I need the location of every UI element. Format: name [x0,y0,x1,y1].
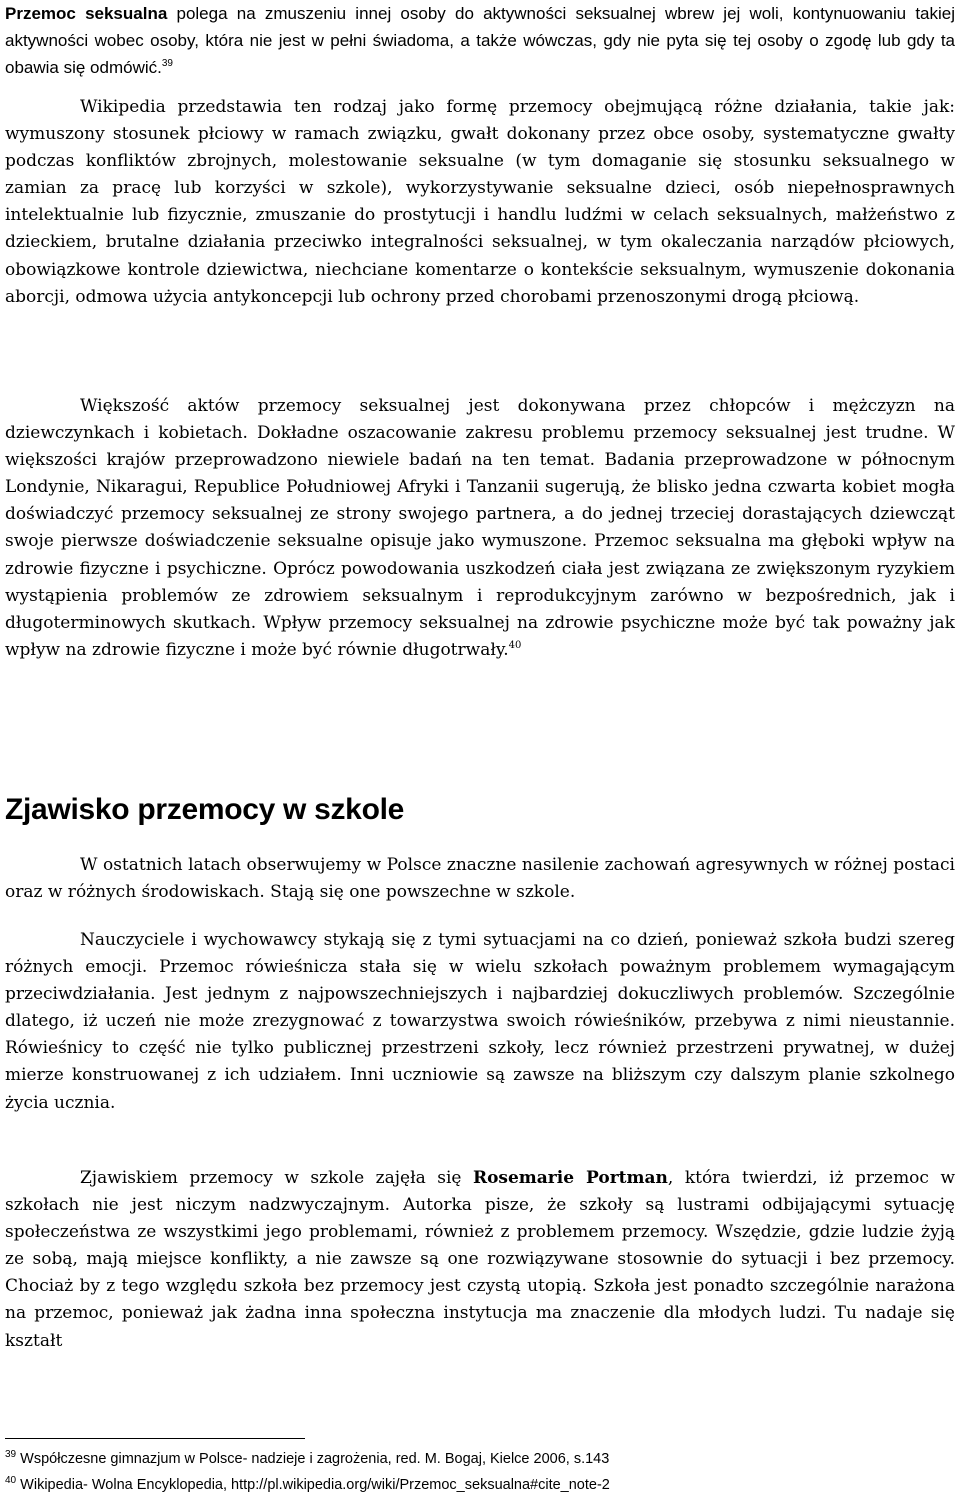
paragraph-statistics [5,393,955,664]
footnote-text: Współczesne gimnazjum w Polsce- nadzieje i zagrożenia, red. M. Bogaj, Kielce 2006, s.143 [20,1451,610,1467]
paragraph-wikipedia: Wikipedia przedstawia ten rodzaj jako formę przemocy obejmującą różne działania, takie jak: wymuszony stosunek płciowy w ramach związku, gwałt dokonany przez obce osoby, systematyczne gwałty podczas konfliktów zbrojnych, molestowanie seksualne (w tym domaganie się stosunku seksualnego w zamian za pracę lub korzyści w szkole), wykorzystywanie seksualne dzieci, osób niepełnosprawnych intelektualnie lub fizycznie, zmuszanie do prostytucji i handlu ludźmi w celach seksualnych, małżeństwo z dzieckiem, brutalne działania przeciwko integralności seksualnej, w tym okaleczania narządów płciowych, obowiązkowe kontrole dziewictwa, niechciane komentarze o kontekście seksualnym, wymuszenie dokonania aborcji, odmowa użycia antykoncepcji lub ochrony przed chorobami przenoszonymi drogą płciową. [5,97,955,307]
paragraph-intro: W ostatnich latach obserwujemy w Polsce znaczne nasilenie zachowań agresywnych w różnej postaci oraz w różnych środowiskach. Stają się one powszechne w szkole. [5,855,955,903]
footnote-39 [5,1449,609,1469]
section-heading: Zjawisko przemocy w szkole [5,793,405,826]
term-przemoc-seksualna: Przemoc seksualna [5,4,168,23]
paragraph-portman-text-start: Zjawiskiem przemocy w szkole zajęła się [80,1168,473,1188]
footnote-40 [5,1475,610,1495]
footnote-number: 39 [5,1449,17,1460]
paragraph-portman-text-end: , która twierdzi, iż przemoc w szkołach nie jest niczym nadzwyczajnym. Autorka pisze, że szkoły są lustrami odbijającymi sytuację społeczeństwa ze wszystkimi jego problemami, również z problemem przemocy. Wszędzie, gdzie ludzie żyją ze sobą, mają miejsce konflikty, a nie zawsze są one rozwiązywane stosownie do sytuacji i bez przemocy. Chociaż by z tego względu szkoła bez przemocy jest czystą utopią. Szkoła jest ponadto szczególnie narażona na przemoc, ponieważ jak żadna inna społeczna instytucja ma znaczenie dla młodych ludzi. Tu nadaje się kształt [5,1168,955,1351]
paragraph-teachers: Nauczyciele i wychowawcy stykają się z tymi sytuacjami na co dzień, ponieważ szkoła budzi szereg różnych emocji. Przemoc rówieśnicza stała się w wielu szkołach poważnym problemem wymagającym przeciwdziałania. Jest jednym z najpowszechniejszych i najbardziej dokuczliwych problemów. Szczególnie dlatego, iż uczeń nie może zrezygnować z towarzystwa swoich rówieśników, przebywa z nimi nieustannie. Rówieśnicy to część nie tylko publicznej przestrzeni szkoły, lecz również przestrzeni prywatnej, w dużej mierze konstruowanej z ich udziałem. Inni uczniowie są zawsze na bliższym czy dalszym planie szkolnego życia ucznia. [5,930,955,1113]
paragraph-definition-text: polega na zmuszeniu innej osoby do aktywności seksualnej wbrew jej woli, kontynuowaniu takiej aktywności wobec osoby, która nie jest w pełni świadoma, a także wówczas, gdy nie pyta się tej osoby o zgodę lub gdy ta obawia się odmówić. [5,4,956,78]
footnote-number: 40 [5,1475,17,1486]
footnote-text: Wikipedia- Wolna Encyklopedia, http://pl.wikipedia.org/wiki/Przemoc_seksualna#cite_note-2 [20,1477,610,1493]
footnote-ref-40: 40 [508,639,522,651]
paragraph-statistics-text: Większość aktów przemocy seksualnej jest dokonywana przez chłopców i mężczyzn na dziewczynkach i kobietach. Dokładne oszacowanie zakresu problemu przemocy seksualnej jest trudne. W większości krajów przeprowadzono niewiele badań na ten temat. Badania przeprowadzone w północnym Londynie, Nikaragui, Republice Południowej Afryki i Tanzanii sugerują, że blisko jedna czwarta kobiet mogła doświadczyć przemocy seksualnej ze strony swojego partnera, a do jednej trzeciej dorastających dziewcząt swoje pierwsze doświadczenie seksualne opisuje jako wymuszone. Przemoc seksualna ma głęboki wpływ na zdrowie fizyczne i psychiczne. Oprócz powodowania uszkodzeń ciała jest związana ze zwiększonym ryzykiem wystąpienia problemów ze zdrowiem seksualnym i reprodukcyjnym zarówno w bezpośrednich, jak i długoterminowych skutkach. Wpływ przemocy seksualnej na zdrowie psychiczne może być tak poważny jak wpływ na zdrowie fizyczne i może być równie długotrwały. [5,396,955,660]
author-name: Rosemarie Portman [472,1168,668,1188]
footnote-separator [5,1438,305,1439]
paragraph-definition [5,0,955,82]
footnote-ref-39: 39 [161,58,173,70]
paragraph-portman [5,1165,955,1355]
